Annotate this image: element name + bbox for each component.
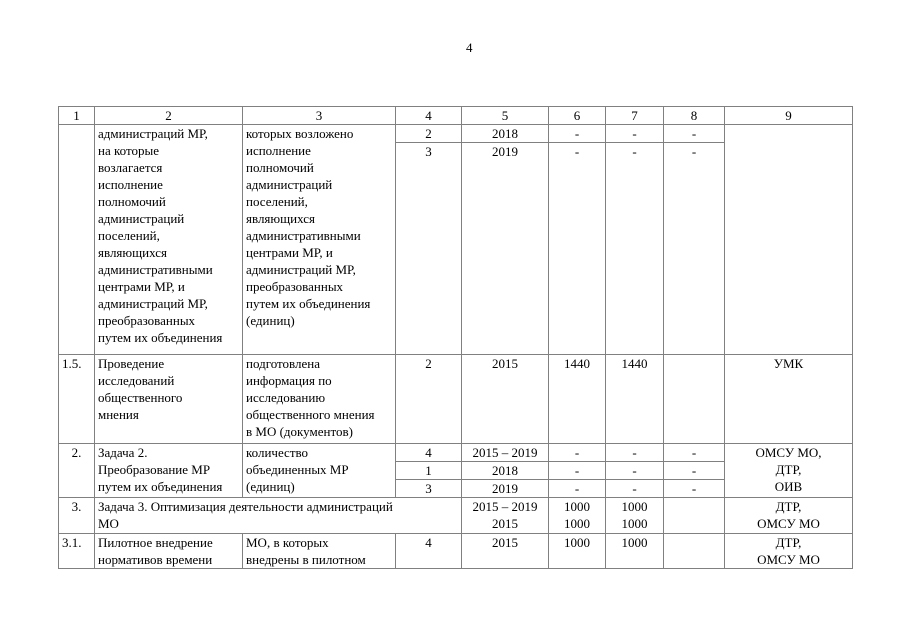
amount-cell: -: [549, 125, 606, 143]
event-cell: [95, 444, 243, 498]
responsible-cell: [725, 498, 853, 534]
amount-cell: [549, 498, 606, 534]
responsible-cell: [725, 444, 853, 498]
responsible-text: ДТР, ОМСУ МО: [757, 535, 820, 567]
year-cell: [462, 498, 549, 534]
row-number-cell: 3.: [59, 498, 95, 534]
header-cell: 8: [664, 107, 725, 125]
year-cell: 2019: [462, 480, 549, 498]
row-number-cell: 1.5.: [59, 355, 95, 444]
event-text: Проведение исследований общественного мнения: [98, 356, 183, 422]
indicator-cell: [243, 444, 396, 498]
header-row: [59, 107, 853, 125]
year-text: 2015 – 2019 2015: [472, 499, 538, 531]
amount-cell: -: [664, 143, 725, 355]
amount-cell: [664, 534, 725, 569]
amount-cell: 1440: [606, 355, 664, 444]
amount-cell: -: [606, 125, 664, 143]
amount-cell: -: [664, 125, 725, 143]
amount-text: 1000 1000: [564, 499, 590, 531]
header-cell: 7: [606, 107, 664, 125]
amount-cell: -: [606, 143, 664, 355]
event-cell: [95, 534, 243, 569]
amount-cell: -: [664, 444, 725, 462]
event-text: Задача 2. Преобразование МР путем их объединения: [98, 445, 223, 494]
header-cell: 2: [95, 107, 243, 125]
amount-text: 1000 1000: [621, 499, 648, 531]
amount-cell: -: [549, 143, 606, 355]
event-cell: [95, 125, 243, 355]
value-cell: 3: [396, 480, 462, 498]
amount-cell: -: [549, 462, 606, 480]
indicator-text: подготовлена информация по исследованию общественного мнения в МО (документов): [246, 356, 375, 439]
event-cell: [95, 355, 243, 444]
year-cell: 2015: [462, 534, 549, 569]
header-cell: 5: [462, 107, 549, 125]
table-row: [59, 534, 853, 569]
indicator-cell: [243, 534, 396, 569]
row-number-cell: [59, 125, 95, 355]
value-cell: 1: [396, 462, 462, 480]
indicator-cell: [243, 355, 396, 444]
event-text: администраций МР, на которые возлагается исполнение полномочий администраций поселений, являющихся административными центрами МР, и администраций МР, преобразованных путем их объединения: [98, 126, 223, 345]
plan-table: [58, 106, 853, 569]
header-cell: 3: [243, 107, 396, 125]
year-cell: 2018: [462, 125, 549, 143]
responsible-cell: УМК: [725, 355, 853, 444]
table-row: [59, 355, 853, 444]
year-cell: 2018: [462, 462, 549, 480]
value-cell: 4: [396, 444, 462, 462]
indicator-text: количество объединенных МР (единиц): [246, 445, 349, 494]
responsible-text: ДТР, ОМСУ МО: [757, 499, 820, 531]
row-number-cell: 3.1.: [59, 534, 95, 569]
value-cell: 2: [396, 125, 462, 143]
table-row: [59, 444, 853, 462]
year-cell: 2015 – 2019: [462, 444, 549, 462]
row-number-cell: 2.: [59, 444, 95, 498]
amount-cell: 1000: [549, 534, 606, 569]
header-cell: 1: [59, 107, 95, 125]
amount-cell: [664, 355, 725, 444]
amount-cell: 1440: [549, 355, 606, 444]
header-cell: 9: [725, 107, 853, 125]
amount-cell: 1000: [606, 534, 664, 569]
amount-cell: -: [606, 480, 664, 498]
amount-cell: -: [606, 462, 664, 480]
responsible-cell: [725, 125, 853, 355]
value-cell: 2: [396, 355, 462, 444]
amount-cell: [664, 498, 725, 534]
amount-cell: -: [664, 480, 725, 498]
amount-cell: -: [549, 480, 606, 498]
amount-cell: -: [606, 444, 664, 462]
event-text: Пилотное внедрение нормативов времени: [98, 535, 213, 567]
page-number: 4: [466, 40, 473, 55]
responsible-text: ОМСУ МО, ДТР, ОИВ: [755, 445, 822, 494]
header-cell: 6: [549, 107, 606, 125]
amount-cell: [606, 498, 664, 534]
header-cell: 4: [396, 107, 462, 125]
table-row: [59, 125, 853, 143]
table-row: [59, 498, 853, 534]
amount-cell: -: [664, 462, 725, 480]
task-cell: [95, 498, 462, 534]
year-cell: 2015: [462, 355, 549, 444]
indicator-text: которых возложено исполнение полномочий администраций поселений, являющихся административными центрами МР, и администраций МР, преобразованных путем их объединения (единиц): [246, 126, 371, 328]
indicator-cell: [243, 125, 396, 355]
year-cell: 2019: [462, 143, 549, 355]
amount-cell: -: [549, 444, 606, 462]
value-cell: 4: [396, 534, 462, 569]
indicator-text: МО, в которых внедрены в пилотном: [246, 535, 366, 567]
responsible-cell: [725, 534, 853, 569]
value-cell: 3: [396, 143, 462, 355]
task-text: Задача 3. Оптимизация деятельности администраций МО: [98, 499, 393, 531]
